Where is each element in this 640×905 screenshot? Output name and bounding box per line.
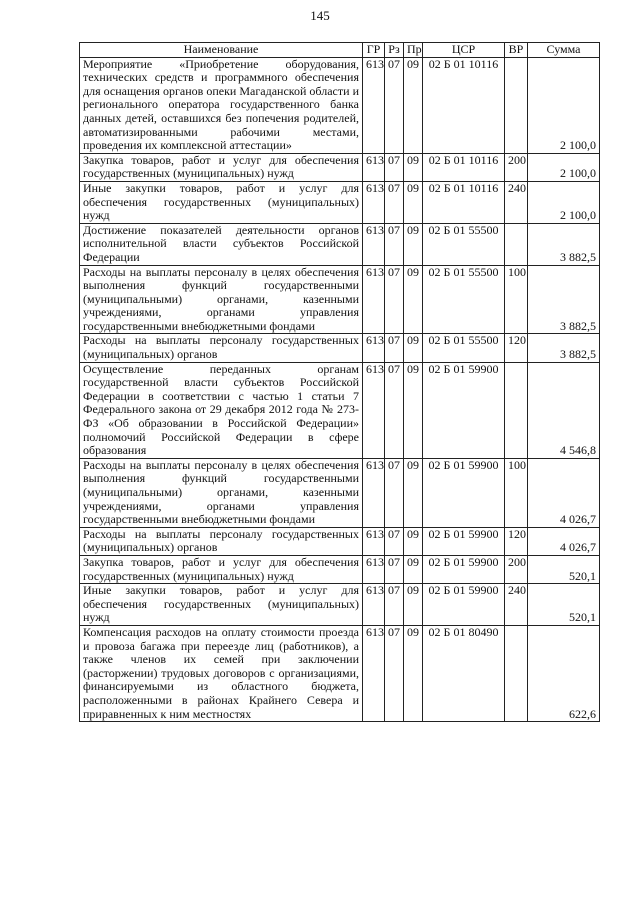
table-row <box>80 223 600 265</box>
row-sum: 4 026,7 <box>528 527 600 555</box>
header-sum: Сумма <box>528 43 600 58</box>
row-pr: 09 <box>404 334 423 362</box>
row-rz: 07 <box>385 334 404 362</box>
row-rz: 07 <box>385 362 404 458</box>
row-rz: 07 <box>385 181 404 223</box>
row-gr: 613 <box>363 223 385 265</box>
row-vr: 100 <box>505 458 528 527</box>
row-gr: 613 <box>363 181 385 223</box>
row-csr: 02 Б 01 55500 <box>423 223 505 265</box>
row-name: Иные закупки товаров, работ и услуг для обеспечения государственных (муниципальных) нужд <box>80 584 363 626</box>
table-row <box>80 584 600 626</box>
row-name: Закупка товаров, работ и услуг для обеспечения государственных (муниципальных) нужд <box>80 153 363 181</box>
row-rz: 07 <box>385 555 404 583</box>
row-rz: 07 <box>385 584 404 626</box>
row-pr: 09 <box>404 153 423 181</box>
page-number: 145 <box>310 8 330 23</box>
row-name: Расходы на выплаты персоналу государственных (муниципальных) органов <box>80 334 363 362</box>
row-name: Осуществление переданных органам государственной власти субъектов Российской Федерации в соответствии с частью 1 статьи 7 Федерального закона от 29 декабря 2012 года № 273-ФЗ «Об образовании в Российской Федерации» полномочий Российской Федерации в сфере образования <box>80 362 363 458</box>
row-csr: 02 Б 01 80490 <box>423 625 505 721</box>
row-sum: 2 100,0 <box>528 57 600 153</box>
table-row <box>80 153 600 181</box>
row-csr: 02 Б 01 59900 <box>423 555 505 583</box>
row-csr: 02 Б 01 59900 <box>423 362 505 458</box>
table-row <box>80 625 600 721</box>
row-gr: 613 <box>363 153 385 181</box>
budget-table <box>79 42 600 722</box>
row-sum: 520,1 <box>528 555 600 583</box>
row-gr: 613 <box>363 362 385 458</box>
row-csr: 02 Б 01 59900 <box>423 584 505 626</box>
row-sum: 3 882,5 <box>528 223 600 265</box>
header-vr: ВР <box>505 43 528 58</box>
row-rz: 07 <box>385 458 404 527</box>
header-csr: ЦСР <box>423 43 505 58</box>
table-row <box>80 334 600 362</box>
row-pr: 09 <box>404 625 423 721</box>
row-csr: 02 Б 01 55500 <box>423 265 505 334</box>
row-pr: 09 <box>404 458 423 527</box>
table-row <box>80 527 600 555</box>
row-gr: 613 <box>363 625 385 721</box>
table-row <box>80 458 600 527</box>
row-gr: 613 <box>363 334 385 362</box>
row-rz: 07 <box>385 265 404 334</box>
row-gr: 613 <box>363 57 385 153</box>
row-pr: 09 <box>404 555 423 583</box>
row-sum: 3 882,5 <box>528 334 600 362</box>
row-name: Расходы на выплаты персоналу в целях обеспечения выполнения функций государственными (муниципальными) органами, казенными учреждениями, органами управления государственными внебюджетными фондами <box>80 265 363 334</box>
row-pr: 09 <box>404 527 423 555</box>
row-pr: 09 <box>404 265 423 334</box>
row-sum: 520,1 <box>528 584 600 626</box>
header-rz: Рз <box>385 43 404 58</box>
row-vr: 240 <box>505 181 528 223</box>
row-vr: 120 <box>505 334 528 362</box>
row-name: Иные закупки товаров, работ и услуг для обеспечения государственных (муниципальных) нужд <box>80 181 363 223</box>
row-sum: 3 882,5 <box>528 265 600 334</box>
row-sum: 4 026,7 <box>528 458 600 527</box>
row-vr: 200 <box>505 555 528 583</box>
row-csr: 02 Б 01 59900 <box>423 527 505 555</box>
header-pr: Пр <box>404 43 423 58</box>
row-sum: 2 100,0 <box>528 153 600 181</box>
table-row <box>80 265 600 334</box>
row-rz: 07 <box>385 57 404 153</box>
row-sum: 622,6 <box>528 625 600 721</box>
row-csr: 02 Б 01 10116 <box>423 153 505 181</box>
row-vr <box>505 362 528 458</box>
row-name: Расходы на выплаты персоналу в целях обеспечения выполнения функций государственными (муниципальными) органами, казенными учреждениями, органами управления государственными внебюджетными фондами <box>80 458 363 527</box>
table-row <box>80 57 600 153</box>
row-vr: 120 <box>505 527 528 555</box>
row-gr: 613 <box>363 555 385 583</box>
row-gr: 613 <box>363 527 385 555</box>
row-name: Достижение показателей деятельности органов исполнительной власти субъектов Российской Федерации <box>80 223 363 265</box>
row-vr: 200 <box>505 153 528 181</box>
row-csr: 02 Б 01 10116 <box>423 181 505 223</box>
row-csr: 02 Б 01 10116 <box>423 57 505 153</box>
header-name: Наименование <box>80 43 363 58</box>
table-row <box>80 362 600 458</box>
table-row <box>80 555 600 583</box>
row-csr: 02 Б 01 59900 <box>423 458 505 527</box>
row-name: Расходы на выплаты персоналу государственных (муниципальных) органов <box>80 527 363 555</box>
row-pr: 09 <box>404 57 423 153</box>
row-sum: 4 546,8 <box>528 362 600 458</box>
row-pr: 09 <box>404 362 423 458</box>
row-rz: 07 <box>385 153 404 181</box>
row-pr: 09 <box>404 223 423 265</box>
row-pr: 09 <box>404 584 423 626</box>
row-rz: 07 <box>385 527 404 555</box>
row-name: Закупка товаров, работ и услуг для обеспечения государственных (муниципальных) нужд <box>80 555 363 583</box>
row-rz: 07 <box>385 223 404 265</box>
row-vr: 100 <box>505 265 528 334</box>
row-sum: 2 100,0 <box>528 181 600 223</box>
row-gr: 613 <box>363 584 385 626</box>
row-name: Мероприятие «Приобретение оборудования, технических средств и программного обеспечения для оснащения органов опеки Магаданской области и регионального оператора государственного банка данных детей, оставшихся без попечения родителей, автоматизированными рабочими местами, проведения их комплексной аттестации» <box>80 57 363 153</box>
header-gr: ГР <box>363 43 385 58</box>
table-row <box>80 181 600 223</box>
row-name: Компенсация расходов на оплату стоимости проезда и провоза багажа при переезде лиц (работников), а также членов их семей при заключении (расторжении) трудовых договоров с организациями, финансируемыми из областного бюджета, расположенными в районах Крайнего Севера и приравненных к ним местностях <box>80 625 363 721</box>
row-vr <box>505 625 528 721</box>
row-gr: 613 <box>363 458 385 527</box>
row-pr: 09 <box>404 181 423 223</box>
row-vr: 240 <box>505 584 528 626</box>
row-vr <box>505 223 528 265</box>
row-csr: 02 Б 01 55500 <box>423 334 505 362</box>
row-rz: 07 <box>385 625 404 721</box>
table-header-row <box>80 43 600 58</box>
row-gr: 613 <box>363 265 385 334</box>
row-vr <box>505 57 528 153</box>
